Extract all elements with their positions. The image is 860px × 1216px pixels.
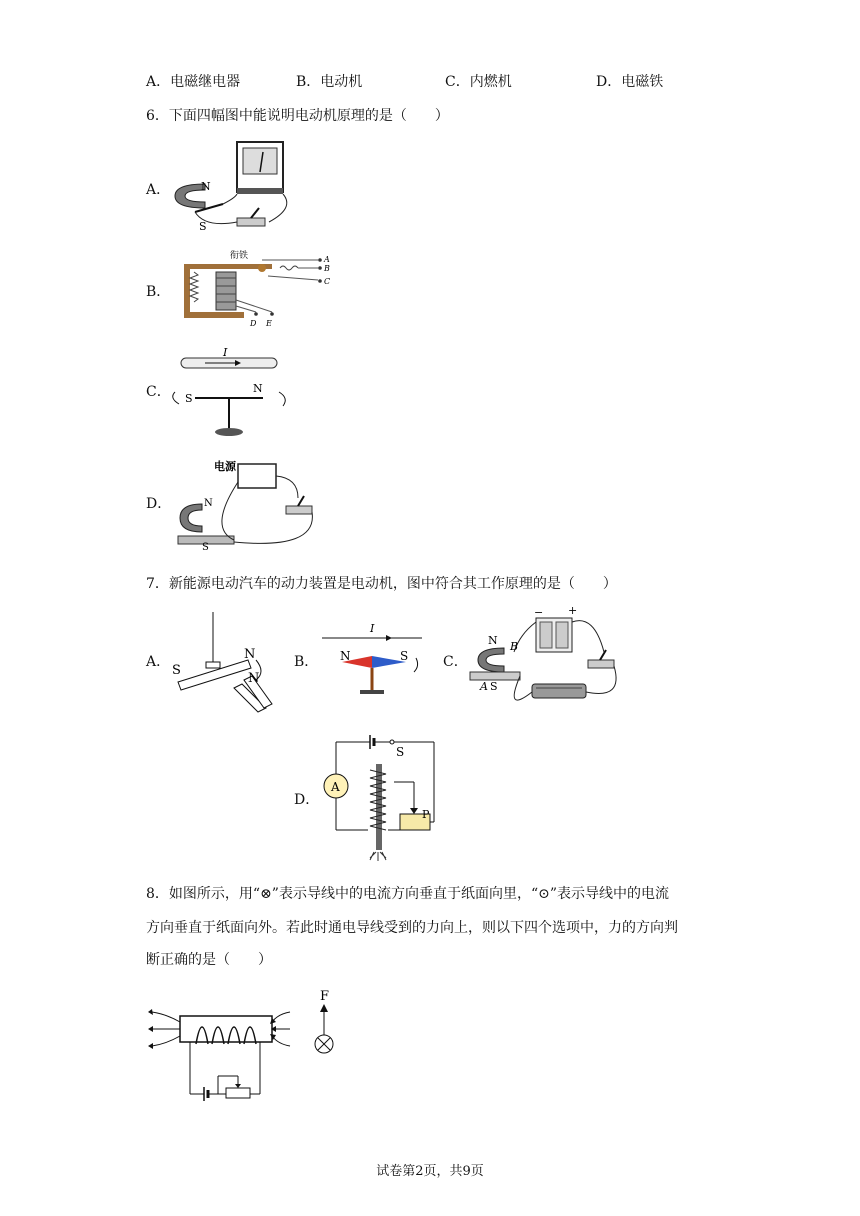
q7-option-c-label: C． [443,654,468,670]
fig-q7d-ammeter-label: A [331,780,340,794]
fig-c-current-label: I [223,346,228,359]
q7-option-a-label: A． [146,654,171,670]
q5-option-b: B．电动机 [296,74,363,90]
fig-c-s-label: S [185,392,193,405]
q8-stem-line2: 方向垂直于纸面向外。若此时通电导线受到的力向上，则以下四个选项中，力的方向判 [146,920,678,936]
q6-stem: 6．下面四幅图中能说明电动机原理的是（ ） [146,108,449,124]
q6-option-b-label: B． [146,284,171,300]
fig-b-terminal-d: D [250,319,257,328]
q6-option-c-label: C． [146,384,171,400]
fig-q7d-slider-label: P [422,808,430,821]
fig-q7c-b-label: B [510,640,519,653]
fig-b-terminal-c: C [324,277,330,286]
fig-q7b-s-label: S [400,649,409,663]
fig-d-s-label: S [202,542,209,553]
q6-option-a-label: A． [146,182,171,198]
fig-q7a-n1-label: N [244,647,256,662]
page-footer: 试卷第2页，共9页 [376,1164,484,1179]
fig-b-terminal-e: E [266,319,272,328]
fig-q7c-minus: − [534,606,544,619]
fig-a-s-label: S [199,220,207,233]
q8-stem-line1: 8．如图所示，用“⊗”表示导线中的电流方向垂直于纸面向里，“⊙”表示导线中的电流 [146,886,669,902]
q8-fig-solenoid-force [148,984,348,1104]
fig-q7c-a-label: A [480,680,488,693]
fig-q7a-s-label: S [172,663,181,678]
q7-fig-a-magnets [168,608,278,718]
fig-q7c-plus: + [568,604,578,617]
fig-q7b-n-label: N [340,649,351,663]
fig-a-n-label: N [201,180,211,193]
q5-option-a: A．电磁继电器 [146,74,241,90]
fig-b-armature-label: 衔铁 [230,251,249,261]
fig-d-n-label: N [204,498,213,509]
q7-fig-b-oersted [318,616,428,706]
fig-c-n-label: N [253,382,263,395]
q7-fig-d-electromagnet-circuit [318,728,448,864]
q6-option-d-label: D． [146,496,172,512]
q5-option-d: D．电磁铁 [596,74,664,90]
fig-q7d-switch-label: S [396,745,405,759]
q5-option-c: C．内燃机 [445,74,512,90]
q7-fig-c-motor-circuit [464,604,634,718]
q7-option-d-label: D． [294,792,320,808]
q7-option-b-label: B． [294,654,319,670]
q6-fig-b-relay [180,248,330,328]
q8-stem-line3: 断正确的是（ ） [146,952,272,968]
q7-stem: 7．新能源电动汽车的动力装置是电动机，图中符合其工作原理的是（ ） [146,576,617,592]
q6-fig-c-oersted [165,344,295,440]
fig-q7c-n-label: N [488,634,498,647]
fig-q7a-n2-label: N [248,671,260,686]
q8-force-label: F [320,989,330,1004]
fig-b-terminal-b: B [324,264,330,273]
fig-q7c-s-label: S [490,680,498,693]
q6-fig-a-galvanometer-circuit [165,138,295,233]
fig-b-terminal-a: A [324,255,330,264]
fig-q7b-current-label: I [370,622,375,635]
fig-d-power-label: 电源 [214,460,236,473]
q6-fig-d-motor-circuit [168,458,328,558]
